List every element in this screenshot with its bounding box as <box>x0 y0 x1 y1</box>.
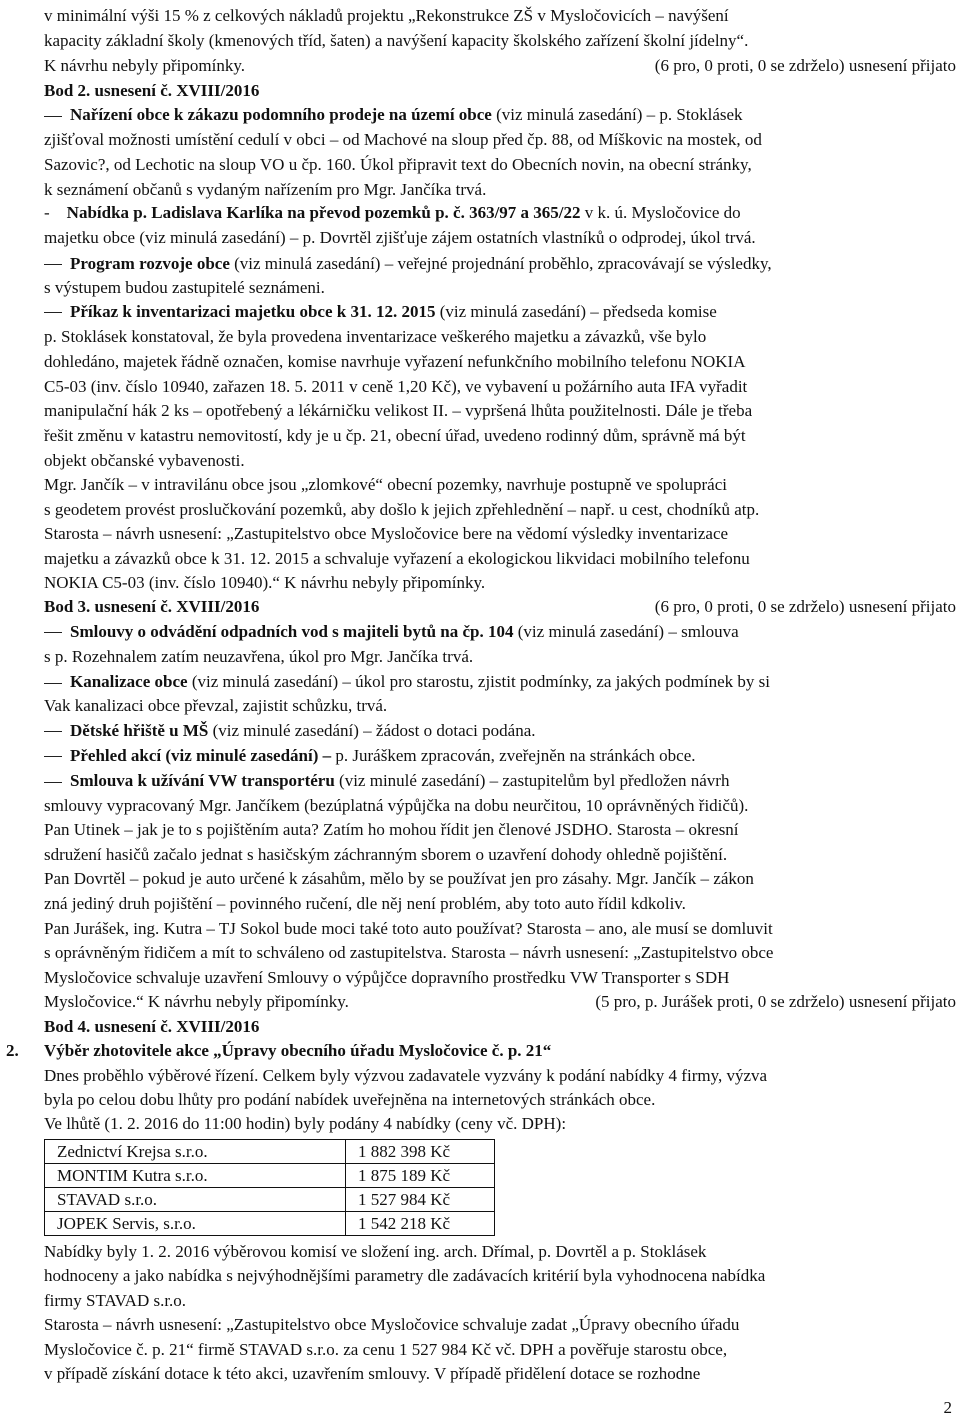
text-line: Starosta – návrh usnesení: „Zastupitelstvo obce Mysločovice bere na vědomí výsledky inventarizace <box>44 524 729 543</box>
text-line: kapacity základní školy (kmenových tříd, šaten) a navýšení kapacity školského zařízení školní jídelny“. <box>44 31 749 50</box>
text-line: Starosta – návrh usnesení: „Zastupitelstvo obce Mysločovice schvaluje zadat „Úpravy obecního úřadu <box>44 1315 740 1334</box>
text-line: hodnoceny a jako nabídka s nejvýhodnějšími parametry dle zadávacích kritérií byla vyhodnocena nabídka <box>44 1266 766 1285</box>
text-line: Dnes proběhlo výběrové řízení. Celkem byly výzvou zadavatele vyzvány k podání nabídky 4 firmy, výzva <box>44 1066 768 1085</box>
table-row <box>45 1164 495 1188</box>
company-cell: Zednictví Krejsa s.r.o. <box>45 1140 346 1164</box>
item-line <box>70 254 772 274</box>
text-line: v minimální výši 15 % z celkových nákladů projektu „Rekonstrukce ZŠ v Mysločovicích – navýšení <box>44 6 729 25</box>
item-line <box>70 302 717 322</box>
bullet-dash <box>44 782 62 783</box>
company-cell: JOPEK Servis, s.r.o. <box>45 1212 346 1236</box>
item-title: Přehled akcí (viz minulé zasedání) – <box>70 746 332 765</box>
table-row <box>45 1188 495 1212</box>
text-line: zná jediný druh pojištění – povinného ručení, dle něj není problém, aby toto auto řídil kdkoliv. <box>44 894 686 913</box>
item-line <box>70 622 739 642</box>
item-text: (viz minulé zasedání) – žádost o dotaci podána. <box>208 721 536 740</box>
item-text: (viz minulá zasedání) – smlouva <box>513 622 739 641</box>
item-line <box>70 672 770 692</box>
item-line <box>70 105 743 125</box>
text-line: s p. Rozehnalem zatím neuzavřena, úkol pro Mgr. Jančíka trvá. <box>44 647 474 666</box>
item-title: Dětské hřiště u MŠ <box>70 721 209 740</box>
text-line: C5-03 (inv. číslo 10940, zařazen 18. 5. 2011 v ceně 1,20 Kč), ve vybavení u požárního auta IFA vyřadit <box>44 377 748 396</box>
price-cell: 1 882 398 Kč <box>346 1140 495 1164</box>
bullet-dash <box>44 683 62 684</box>
item-line <box>70 771 729 791</box>
text-line: Vak kanalizaci obce převzal, zajistit schůzku, trvá. <box>44 696 388 715</box>
text-line: Sazovic?, od Lechotic na sloup VO u čp. 160. Úkol připravit text do Obecních novin, na obecní stránky, <box>44 155 752 174</box>
item-title: Smlouvy o odvádění odpadních vod s majiteli bytů na čp. 104 <box>70 622 514 641</box>
section-title: Výběr zhotovitele akce „Úpravy obecního úřadu Mysločovice č. p. 21“ <box>44 1041 552 1060</box>
text-line: Ve lhůtě (1. 2. 2016 do 11:00 hodin) byly podány 4 nabídky (ceny vč. DPH): <box>44 1114 567 1133</box>
text-line: Mysločovice.“ K návrhu nebyly připomínky. <box>44 992 349 1011</box>
text-line: Mysločovice č. p. 21“ firmě STAVAD s.r.o. za cenu 1 527 984 Kč vč. DPH a pověřuje starostu obce, <box>44 1340 728 1359</box>
item-title: Nabídka p. Ladislava Karlíka na převod pozemků p. č. 363/97 a 365/22 <box>66 203 581 222</box>
resolution-heading: Bod 4. usnesení č. XVIII/2016 <box>44 1017 260 1036</box>
text-line: firmy STAVAD s.r.o. <box>44 1291 187 1310</box>
text-line: s oprávněným řidičem a mít to schváleno od zastupitelstva. Starosta – návrh usnesení: „Zastupitelstvo obce <box>44 943 774 962</box>
bullet-dash <box>44 116 62 117</box>
text-line: k seznámení občanů s vydaným nařízením pro Mgr. Jančíka trvá. <box>44 180 487 199</box>
item-line <box>70 721 536 741</box>
text-line: Pan Jurášek, ing. Kutra – TJ Sokol bude moci také toto auto používat? Starosta – ano, ale musí se domluvit <box>44 919 773 938</box>
text-line: K návrhu nebyly připomínky. <box>44 56 245 75</box>
company-cell: MONTIM Kutra s.r.o. <box>45 1164 346 1188</box>
price-cell: 1 875 189 Kč <box>346 1164 495 1188</box>
item-text: (viz minulá zasedání) – předseda komise <box>435 302 717 321</box>
text-line: zjišťoval možnosti umístění cedulí v obci – od Machové na sloup před čp. 88, od Míškovic na mostek, od <box>44 130 762 149</box>
section-number: 2. <box>6 1041 19 1060</box>
page-number: 2 <box>943 1398 952 1417</box>
item-title: Program rozvoje obce <box>70 254 230 273</box>
item-line <box>70 746 696 766</box>
offers-table <box>44 1139 495 1236</box>
bullet-dash <box>44 312 62 313</box>
item-text: (viz minulé zasedání) – zastupitelům byl předložen návrh <box>334 771 730 790</box>
bullet-hyphen: - <box>44 203 54 222</box>
text-line: objekt občanské vybavenosti. <box>44 451 245 470</box>
text-line: s geodetem provést proslučkování pozemků, aby došlo k jejich zpřehlednění – např. u cest, chodníků atp. <box>44 500 760 519</box>
text-line: v případě získání dotace k této akci, uzavřením smlouvy. V případě přidělení dotace se rozhodne <box>44 1364 701 1383</box>
item-text: (viz minulá zasedání) – úkol pro starostu, zjistit podmínky, za jakých podmínek by si <box>187 672 771 691</box>
resolution-heading: Bod 3. usnesení č. XVIII/2016 <box>44 597 260 616</box>
item-text: (viz minulá zasedání) – veřejné projednání proběhlo, zpracovávají se výsledky, <box>229 254 772 273</box>
text-line: sdružení hasičů začalo jednat s hasičským záchranným sborem o uzavření dohody ohledně pojištění. <box>44 845 728 864</box>
table-row <box>45 1212 495 1236</box>
bullet-dash <box>44 731 62 732</box>
item-title: Kanalizace obce <box>70 672 188 691</box>
text-line: smlouvy vypracovaný Mgr. Jančíkem (bezúplatná výpůjčka na dobu neurčitou, 10 oprávněných řidičů). <box>44 796 749 815</box>
item-line <box>44 203 741 223</box>
text-line: Mgr. Jančík – v intravilánu obce jsou „zlomkové“ obecní pozemky, navrhuje postupně ve spolupráci <box>44 475 727 494</box>
text-line: Mysločovice schvaluje uzavření Smlouvy o výpůjčce dopravního prostředku VW Transporter s SDH <box>44 968 730 987</box>
text-line: Nabídky byly 1. 2. 2016 výběrovou komisí ve složení ing. arch. Dřímal, p. Dovrtěl a p. Stoklásek <box>44 1242 707 1261</box>
item-title: Smlouva k užívání VW transportéru <box>70 771 335 790</box>
text-line: Pan Utinek – jak je to s pojištěním auta? Zatím ho mohou řídit jen členové JSDHO. Starosta – okresní <box>44 820 739 839</box>
vote-result: (6 pro, 0 proti, 0 se zdrželo) usnesení přijato <box>654 597 956 616</box>
bullet-dash <box>44 632 62 633</box>
text-line: s výstupem budou zastupitelé seznámeni. <box>44 278 325 297</box>
text-line: NOKIA C5-03 (inv. číslo 10940).“ K návrhu nebyly připomínky. <box>44 573 486 592</box>
text-line: byla po celou dobu lhůty pro podání nabídek uveřejněna na internetových stránkách obce. <box>44 1090 656 1109</box>
item-text: (viz minulá zasedání) – p. Stoklásek <box>491 105 743 124</box>
bullet-dash <box>44 264 62 265</box>
item-text: v k. ú. Mysločovice do <box>580 203 741 222</box>
table-row <box>45 1140 495 1164</box>
bullet-dash <box>44 756 62 757</box>
price-cell: 1 527 984 Kč <box>346 1188 495 1212</box>
text-line: p. Stoklásek konstatoval, že byla provedena inventarizace veškerého majetku a závazků, vše bylo <box>44 327 707 346</box>
text-line: majetku obce (viz minulá zasedání) – p. Dovrtěl zjišťuje zájem ostatních vlastníků o odprodej, úkol trvá. <box>44 228 756 247</box>
text-line: Pan Dovrtěl – pokud je auto určené k zásahům, mělo by se používat jen pro zásahy. Mgr. Jančík – zákon <box>44 869 754 888</box>
text-line: majetku a závazků obce k 31. 12. 2015 a schvaluje vyřazení a ekologickou likvidaci mobilního telefonu <box>44 549 750 568</box>
text-line: řešit změnu v katastru nemovitostí, kdy je u čp. 21, obecní úřad, uvedeno rodinný dům, správně má být <box>44 426 746 445</box>
item-title: Příkaz k inventarizaci majetku obce k 31. 12. 2015 <box>70 302 436 321</box>
text-line: manipulační hák 2 ks – opotřebený a lékárničku velikost II. – vypršená lhůta použitelnosti. Dále je třeba <box>44 401 753 420</box>
price-cell: 1 542 218 Kč <box>346 1212 495 1236</box>
item-text: p. Juráškem zpracován, zveřejněn na stránkách obce. <box>331 746 696 765</box>
text-line: dohledáno, majetek řádně označen, komise navrhuje vyřazení nefunkčního mobilního telefonu NOKIA <box>44 352 746 371</box>
company-cell: STAVAD s.r.o. <box>45 1188 346 1212</box>
item-title: Nařízení obce k zákazu podomního prodeje na území obce <box>70 105 492 124</box>
vote-result: (5 pro, p. Jurášek proti, 0 se zdrželo) usnesení přijato <box>595 992 956 1011</box>
resolution-heading: Bod 2. usnesení č. XVIII/2016 <box>44 81 260 100</box>
vote-result: (6 pro, 0 proti, 0 se zdrželo) usnesení přijato <box>654 56 956 75</box>
